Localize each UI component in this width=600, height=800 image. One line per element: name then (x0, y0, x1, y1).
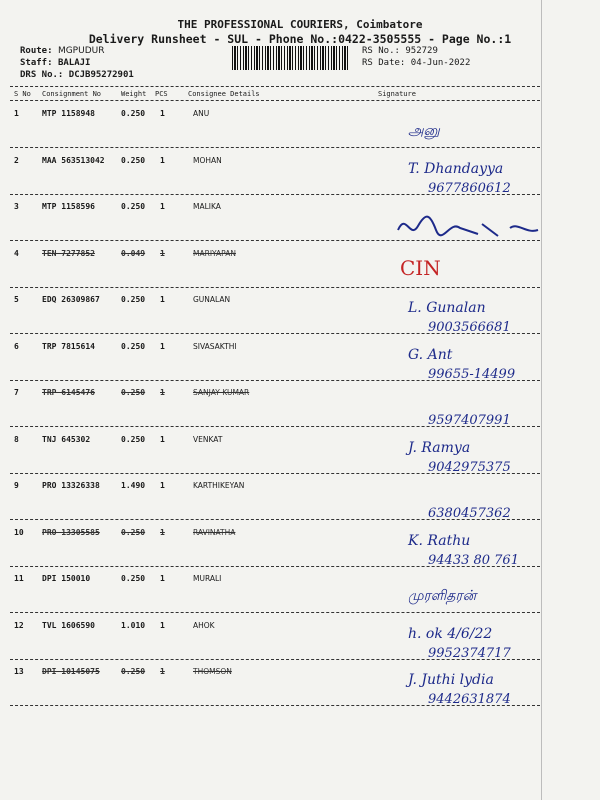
document-subtitle: Delivery Runsheet - SUL - Phone No.:0422-3505555 - Page No.:1 (88, 32, 512, 46)
row-9-pcs: 1 (160, 481, 165, 490)
signature-phone: 6380457362 (428, 506, 511, 521)
row-2-weight: 0.250 (121, 155, 146, 165)
row-10-consignee: RAVINATHA (193, 527, 236, 537)
signature-phone: 99655-14499 (428, 366, 516, 382)
signature-phone: 9597407991 (428, 413, 511, 428)
row-separator (10, 659, 540, 660)
row-4-weight: 0.049 (121, 248, 146, 258)
row-4-pcs: 1 (160, 248, 165, 258)
row-1-weight: 0.250 (121, 109, 146, 118)
row-8-weight: 0.250 (121, 434, 146, 444)
drs-field (20, 70, 134, 80)
row-3-sno: 3 (14, 202, 19, 211)
route-label: Route: (20, 46, 53, 56)
row-12-pcs: 1 (160, 620, 165, 630)
row-11-sno: 11 (14, 574, 24, 583)
row-7-consignee: SANJAY KUMAR (193, 388, 250, 397)
row-10-weight: 0.250 (121, 527, 146, 537)
rs-date-label: RS Date: (362, 58, 406, 68)
row-4-consignment: TEN 7277852 (42, 248, 95, 258)
row-8-sno: 8 (14, 434, 19, 444)
signature-name: அனு (408, 123, 440, 139)
row-13-consignment: DPI 10145075 (42, 667, 100, 676)
row-7-consignment: TRP 6145476 (42, 388, 95, 397)
row-6-consignee: SIVASAKTHI (193, 341, 237, 351)
header-bottom-rule (10, 100, 540, 101)
row-11-pcs: 1 (160, 574, 165, 583)
row-9-consignment: PRO 13326338 (42, 481, 100, 490)
row-11-weight: 0.250 (121, 574, 146, 583)
signature-name: J. Ramya (408, 439, 471, 456)
rs-no-field (362, 46, 438, 56)
row-10-consignment: PRO 13305585 (42, 527, 100, 537)
row-11-consignee: MURALI (193, 574, 222, 583)
signature-scribble (398, 217, 538, 236)
row-2-consignee: MOHAN (193, 155, 222, 165)
signature-phone: 9003566681 (428, 320, 511, 335)
row-3-consignee: MALIKA (193, 202, 221, 211)
signature-name: K. Rathu (408, 532, 471, 549)
signature-phone: 9042975375 (428, 459, 511, 475)
row-separator (10, 566, 540, 567)
drs-label: DRS No.: (20, 70, 64, 80)
row-11-consignment: DPI 150010 (42, 574, 91, 583)
row-3-pcs: 1 (160, 202, 165, 211)
row-2-consignment: MAA 563513042 (42, 155, 105, 165)
row-1-sno: 1 (14, 109, 19, 118)
row-3-weight: 0.250 (121, 202, 146, 211)
row-13-pcs: 1 (160, 667, 165, 676)
staff-label: Staff: (20, 58, 53, 68)
signature-name: L. Gunalan (408, 300, 486, 316)
row-7-pcs: 1 (160, 388, 165, 397)
row-separator (10, 612, 540, 613)
barcode-image (232, 46, 350, 70)
row-12-consignment: TVL 1606590 (42, 620, 95, 630)
row-13-weight: 0.250 (121, 667, 146, 676)
row-8-consignment: TNJ 645302 (42, 434, 91, 444)
rs-date-value: 04-Jun-2022 (410, 58, 471, 68)
row-1-consignee: ANU (193, 109, 210, 118)
row-4-consignee: MARIYAPAN (193, 248, 236, 258)
row-10-pcs: 1 (160, 527, 165, 537)
row-9-sno: 9 (14, 481, 19, 490)
signature-name: G. Ant (408, 346, 453, 363)
rs-no-value: 952729 (405, 46, 438, 56)
route-field (20, 46, 104, 56)
signature-name: முரளிதரன் (408, 588, 477, 604)
signature-name: T. Dhandayya (408, 160, 504, 177)
row-12-sno: 12 (14, 620, 24, 630)
row-5-sno: 5 (14, 295, 19, 304)
col-header-pcs: PCS (155, 90, 168, 98)
rs-no-label: RS No.: (362, 46, 400, 56)
row-6-weight: 0.250 (121, 341, 146, 351)
row-5-consignee: GUNALAN (193, 295, 231, 304)
row-12-weight: 1.010 (121, 620, 146, 630)
row-separator (10, 705, 540, 706)
row-13-consignee: THOMSON (193, 667, 232, 676)
row-separator (10, 333, 540, 334)
row-13-sno: 13 (14, 667, 24, 676)
row-7-weight: 0.250 (121, 388, 146, 397)
col-header-sno: S No (14, 90, 31, 98)
row-2-sno: 2 (14, 155, 19, 165)
row-9-consignee: KARTHIKEYAN (193, 481, 245, 490)
row-5-weight: 0.250 (121, 295, 146, 304)
staff-field (20, 58, 90, 68)
row-8-consignee: VENKAT (193, 434, 223, 444)
row-8-pcs: 1 (160, 434, 165, 444)
row-separator (10, 147, 540, 148)
row-6-pcs: 1 (160, 341, 165, 351)
row-separator (10, 473, 540, 474)
row-7-sno: 7 (14, 388, 19, 397)
col-header-signature: Signature (378, 90, 416, 98)
row-6-consignment: TRP 7815614 (42, 341, 95, 351)
row-9-weight: 1.490 (121, 481, 146, 490)
row-5-pcs: 1 (160, 295, 165, 304)
drs-value: DCJB95272901 (68, 70, 134, 80)
document-title: THE PROFESSIONAL COURIERS, Coimbatore (177, 18, 423, 31)
row-3-consignment: MTP 1158596 (42, 202, 95, 211)
staff-value: BALAJI (57, 58, 91, 68)
signature-name: CIN (400, 255, 441, 280)
row-1-pcs: 1 (160, 109, 165, 118)
row-4-sno: 4 (14, 248, 19, 258)
row-12-consignee: AHOK (193, 620, 215, 630)
route-value: MGPUDUR (57, 46, 105, 56)
rs-date-field (362, 58, 470, 68)
row-separator (10, 240, 540, 241)
signature-phone: 94433 80 761 (428, 552, 519, 568)
row-separator (10, 426, 540, 427)
signature-phone: 9442631874 (428, 692, 511, 707)
signature-phone: 9952374717 (428, 645, 511, 661)
signature-name: h. ok 4/6/22 (408, 625, 493, 642)
row-5-consignment: EDQ 26309867 (42, 295, 100, 304)
row-separator (10, 380, 540, 381)
signature-phone: 9677860612 (428, 180, 511, 196)
row-separator (10, 194, 540, 195)
col-header-consignment: Consignment No (42, 90, 102, 98)
header-top-rule (10, 86, 540, 87)
row-10-sno: 10 (14, 527, 24, 537)
row-2-pcs: 1 (160, 155, 165, 165)
col-header-consignee: Consignee Details (188, 90, 260, 98)
row-separator (10, 519, 540, 520)
col-header-weight: Weight (121, 90, 147, 98)
row-6-sno: 6 (14, 341, 19, 351)
row-separator (10, 287, 540, 288)
signature-name: J. Juthi lydia (408, 672, 494, 688)
row-1-consignment: MTP 1158948 (42, 109, 95, 118)
